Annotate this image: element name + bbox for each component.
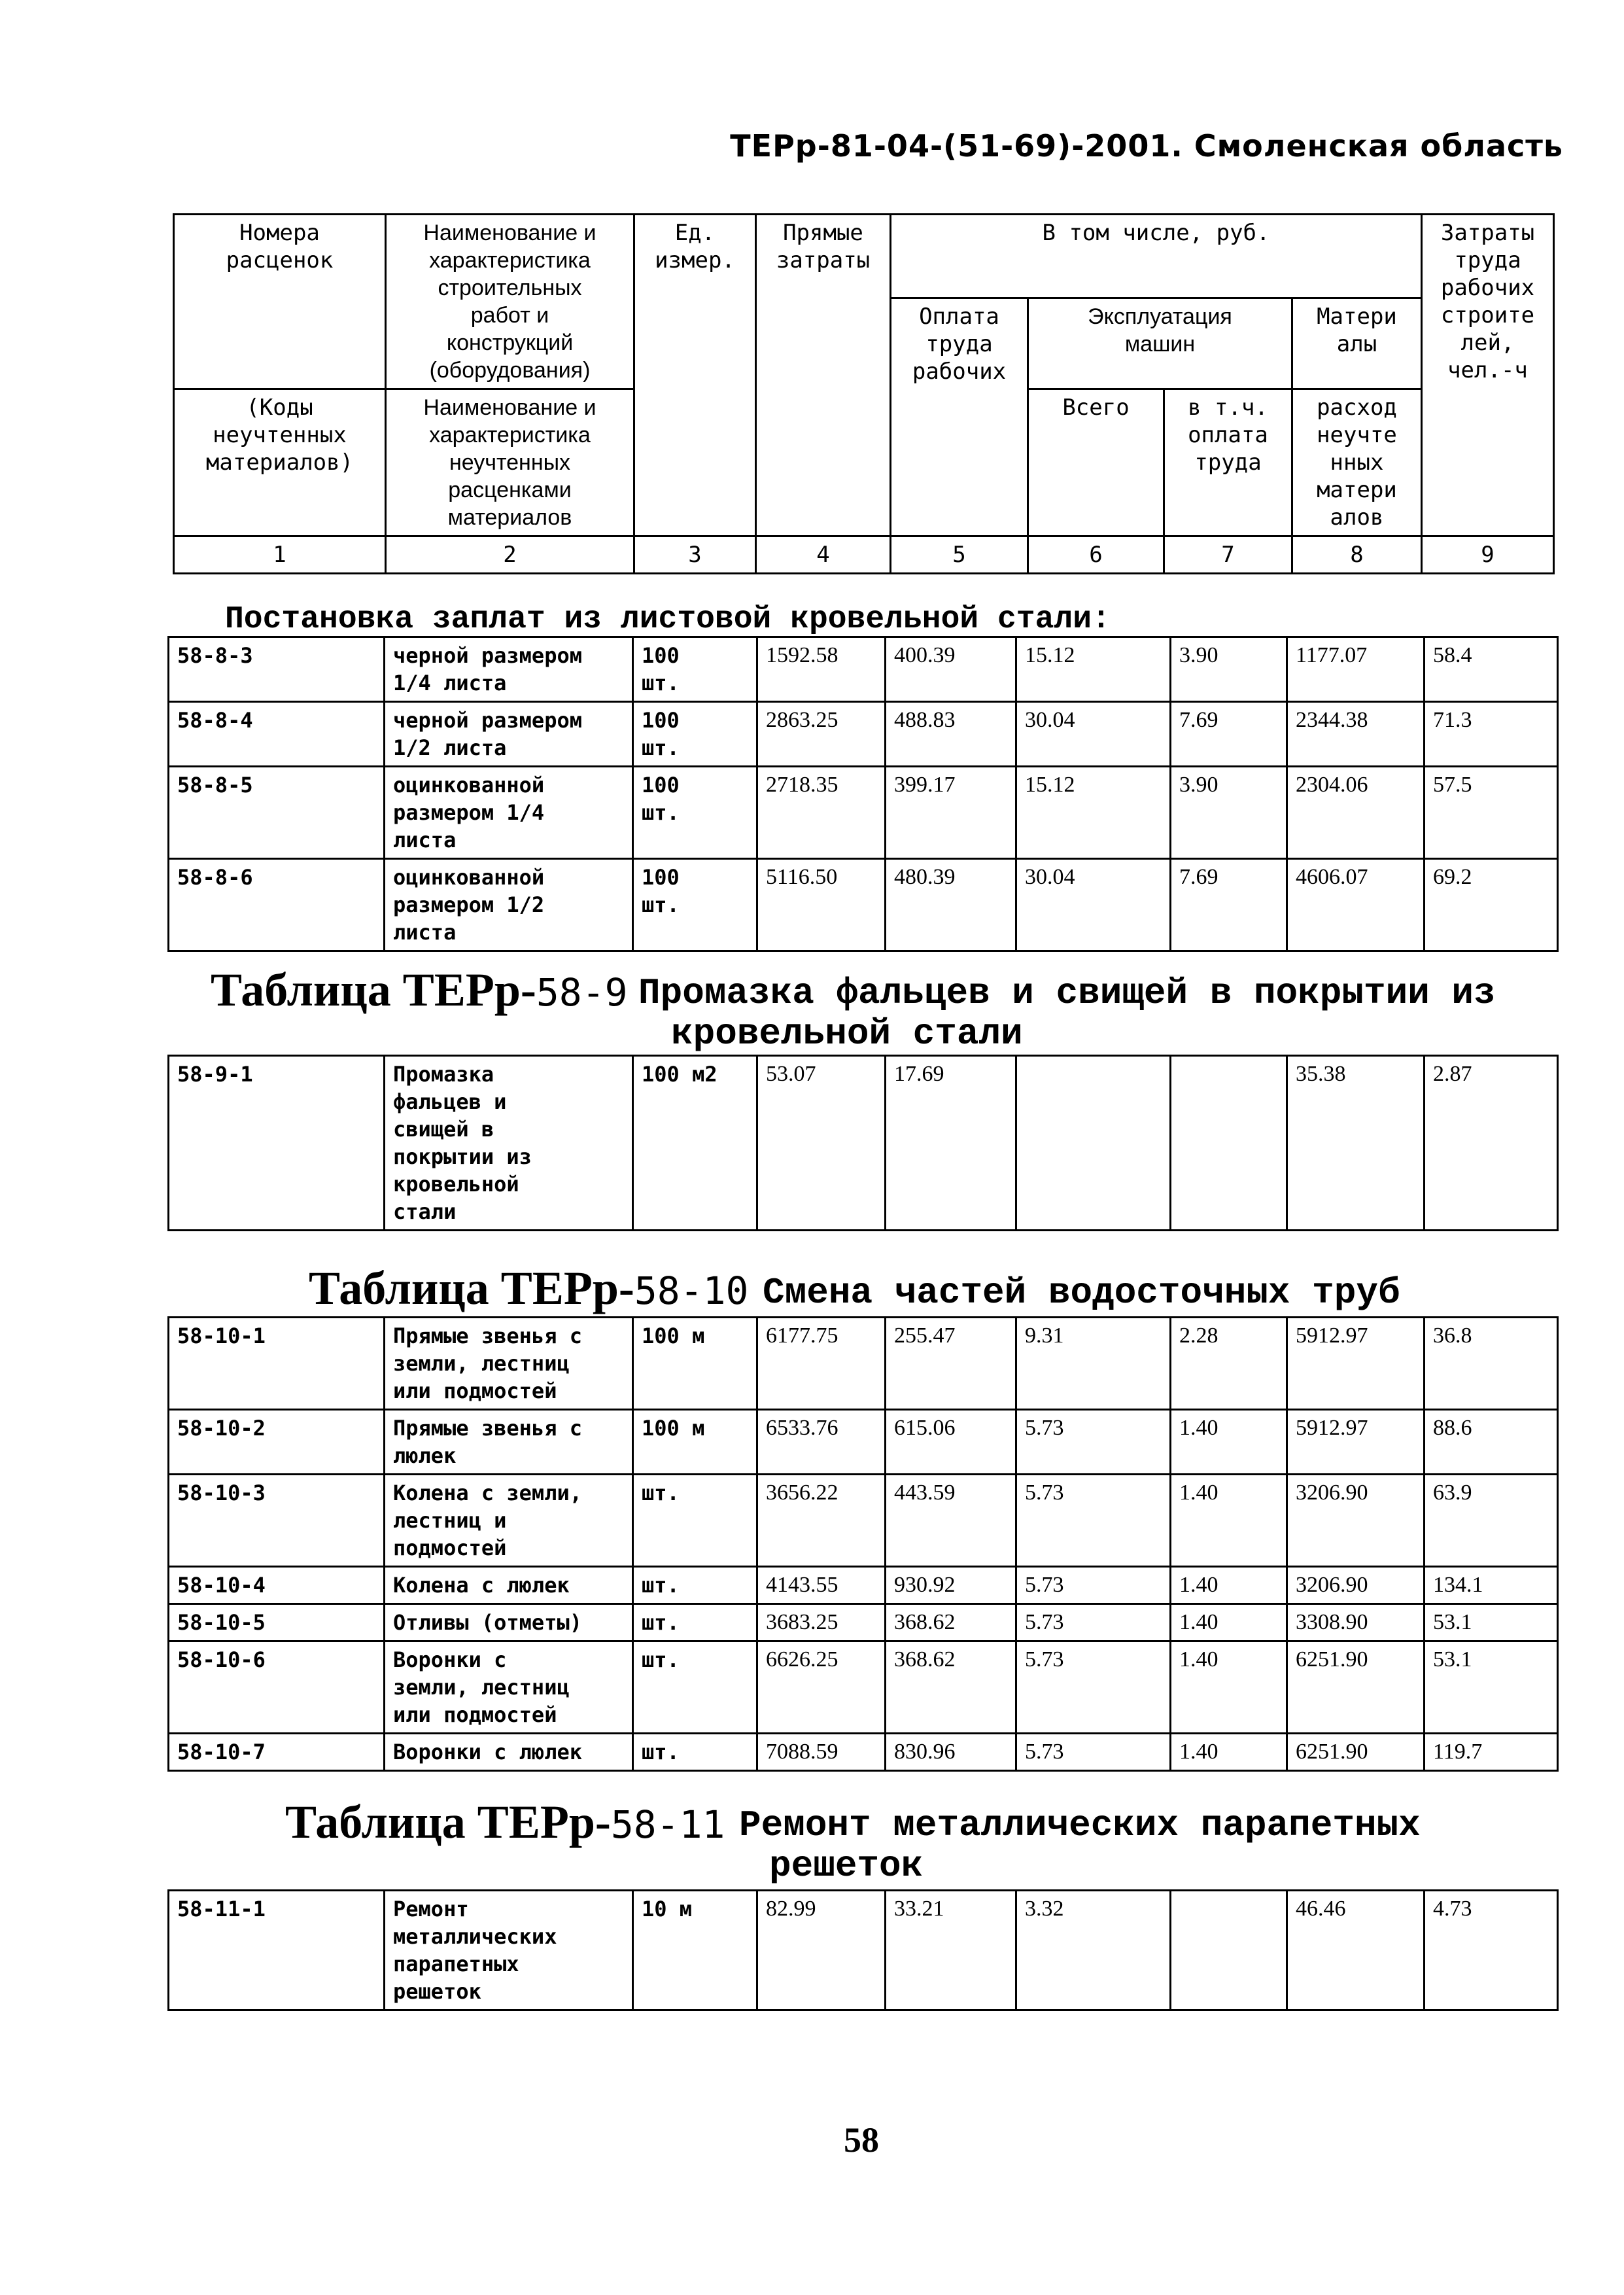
machines-total-cell: 5.73 — [1016, 1475, 1171, 1567]
work-name-cell: Промазка фальцев и свищей в покрытии из кровельной стали — [385, 1056, 633, 1231]
header-number-cell: 4 — [756, 536, 891, 574]
machines-total-cell: 5.73 — [1016, 1410, 1171, 1475]
table-row — [169, 1318, 1558, 1410]
rate-code-cell: 58-8-4 — [169, 702, 385, 767]
caption-code: 58-9 — [536, 970, 628, 1015]
unit-cell: 100 м — [633, 1410, 757, 1475]
work-name-cell: Прямые звенья с люлек — [385, 1410, 633, 1475]
table-row — [169, 1891, 1558, 2010]
table-row — [169, 1734, 1558, 1771]
rate-code-cell: 58-11-1 — [169, 1891, 385, 2010]
labor-hours-cell: 58.4 — [1425, 637, 1558, 702]
materials-cell: 4606.07 — [1287, 859, 1425, 951]
unit-cell: 100 м2 — [633, 1056, 757, 1231]
rate-code-cell: 58-10-1 — [169, 1318, 385, 1410]
work-name-cell: черной размером 1/2 листа — [385, 702, 633, 767]
machines-total-cell: 5.73 — [1016, 1641, 1171, 1734]
table-row — [169, 1567, 1558, 1604]
labor-hours-cell: 134.1 — [1425, 1567, 1558, 1604]
header-machines-total: Всего — [1028, 389, 1164, 536]
materials-cell: 46.46 — [1287, 1891, 1425, 2010]
header-materials: Матери алы — [1292, 298, 1422, 389]
rate-code-cell: 58-8-6 — [169, 859, 385, 951]
machines-total-cell: 5.73 — [1016, 1604, 1171, 1641]
labor-hours-cell: 36.8 — [1425, 1318, 1558, 1410]
labor-wages-cell: 930.92 — [886, 1567, 1016, 1604]
unit-cell: шт. — [633, 1475, 757, 1567]
direct-costs-cell: 4143.55 — [757, 1567, 886, 1604]
unit-cell: шт. — [633, 1567, 757, 1604]
labor-wages-cell: 399.17 — [886, 767, 1016, 859]
labor-wages-cell: 615.06 — [886, 1410, 1016, 1475]
direct-costs-cell: 6626.25 — [757, 1641, 886, 1734]
materials-cell: 3308.90 — [1287, 1604, 1425, 1641]
machines-total-cell: 5.73 — [1016, 1734, 1171, 1771]
work-name-cell: Воронки с земли, лестниц или подмостей — [385, 1641, 633, 1734]
header-labor-wages: Оплата труда рабочих — [891, 298, 1028, 536]
labor-wages-cell: 480.39 — [886, 859, 1016, 951]
direct-costs-cell: 6177.75 — [757, 1318, 886, 1410]
table-row — [169, 1641, 1558, 1734]
header-number-cell: 3 — [634, 536, 756, 574]
machines-total-cell: 3.32 — [1016, 1891, 1171, 2010]
labor-hours-cell: 57.5 — [1425, 767, 1558, 859]
rate-code-cell: 58-10-6 — [169, 1641, 385, 1734]
machines-total-cell: 30.04 — [1016, 702, 1171, 767]
labor-hours-cell: 4.73 — [1425, 1891, 1558, 2010]
direct-costs-cell: 7088.59 — [757, 1734, 886, 1771]
machines-labor-cell: 7.69 — [1171, 702, 1287, 767]
work-name-cell: Отливы (отметы) — [385, 1604, 633, 1641]
materials-cell: 6251.90 — [1287, 1641, 1425, 1734]
labor-wages-cell: 443.59 — [886, 1475, 1016, 1567]
work-name-cell: Колена с люлек — [385, 1567, 633, 1604]
work-name-cell: Колена с земли, лестниц и подмостей — [385, 1475, 633, 1567]
table-caption-58-9 — [211, 963, 628, 1017]
unit-cell: 100 шт. — [633, 767, 757, 859]
table-row — [169, 1410, 1558, 1475]
machines-labor-cell — [1171, 1056, 1287, 1231]
table-58-10 — [167, 1316, 1559, 1772]
machines-labor-cell: 1.40 — [1171, 1475, 1287, 1567]
rate-code-cell: 58-10-2 — [169, 1410, 385, 1475]
rate-code-cell: 58-8-5 — [169, 767, 385, 859]
header-unaccounted-codes: (Коды неучтенных материалов) — [174, 389, 386, 536]
unit-cell: шт. — [633, 1604, 757, 1641]
unit-cell: 100 шт. — [633, 859, 757, 951]
machines-total-cell: 15.12 — [1016, 767, 1171, 859]
machines-total-cell: 9.31 — [1016, 1318, 1171, 1410]
header-number-cell: 2 — [386, 536, 634, 574]
header-rate-numbers: Номера расценок — [174, 215, 386, 389]
table-row — [169, 702, 1558, 767]
header-unaccounted-materials: Наименование и характеристика неучтенных расценками материалов — [386, 389, 634, 536]
labor-wages-cell: 33.21 — [886, 1891, 1016, 2010]
caption-prefix: Таблица ТЕРр- — [285, 1796, 611, 1848]
direct-costs-cell: 3683.25 — [757, 1604, 886, 1641]
header-number-cell: 7 — [1164, 536, 1292, 574]
materials-cell: 3206.90 — [1287, 1475, 1425, 1567]
table-58-9 — [167, 1055, 1559, 1231]
rate-code-cell: 58-10-3 — [169, 1475, 385, 1567]
machines-total-cell: 15.12 — [1016, 637, 1171, 702]
header-number-cell: 5 — [891, 536, 1028, 574]
labor-wages-cell: 368.62 — [886, 1604, 1016, 1641]
caption-code: 58-10 — [634, 1269, 749, 1313]
table-row — [169, 767, 1558, 859]
rate-code-cell: 58-10-4 — [169, 1567, 385, 1604]
table-caption-58-11 — [285, 1795, 725, 1849]
direct-costs-cell: 2863.25 — [757, 702, 886, 767]
labor-hours-cell: 53.1 — [1425, 1641, 1558, 1734]
table-row — [169, 1475, 1558, 1567]
header-unaccounted-consumption: расход неучте нных матери алов — [1292, 389, 1422, 536]
direct-costs-cell: 1592.58 — [757, 637, 886, 702]
materials-cell: 1177.07 — [1287, 637, 1425, 702]
labor-hours-cell: 2.87 — [1425, 1056, 1558, 1231]
materials-cell: 3206.90 — [1287, 1567, 1425, 1604]
table-58-11-description: Ремонт металлических парапетных — [739, 1804, 1421, 1846]
page-number: 58 — [844, 2120, 879, 2160]
labor-hours-cell: 88.6 — [1425, 1410, 1558, 1475]
machines-labor-cell: 1.40 — [1171, 1567, 1287, 1604]
header-number-cell: 1 — [174, 536, 386, 574]
header-number-cell: 9 — [1422, 536, 1554, 574]
labor-wages-cell: 17.69 — [886, 1056, 1016, 1231]
materials-cell: 5912.97 — [1287, 1410, 1425, 1475]
header-number-cell: 8 — [1292, 536, 1422, 574]
direct-costs-cell: 53.07 — [757, 1056, 886, 1231]
machines-labor-cell: 3.90 — [1171, 637, 1287, 702]
caption-prefix: Таблица ТЕРр- — [211, 964, 536, 1016]
caption-prefix: Таблица ТЕРр- — [309, 1262, 634, 1314]
materials-cell: 6251.90 — [1287, 1734, 1425, 1771]
machines-labor-cell: 1.40 — [1171, 1410, 1287, 1475]
section-title-patches: Постановка заплат из листовой кровельной стали: — [225, 602, 1111, 637]
table-row — [169, 859, 1558, 951]
header-including: В том числе, руб. — [891, 215, 1422, 298]
caption-code: 58-11 — [610, 1802, 725, 1847]
table-58-10-description: Смена частей водосточных труб — [763, 1272, 1400, 1314]
machines-labor-cell: 7.69 — [1171, 859, 1287, 951]
machines-labor-cell: 1.40 — [1171, 1604, 1287, 1641]
unit-cell: 100 шт. — [633, 702, 757, 767]
column-header-table — [173, 213, 1555, 574]
unit-cell: 100 шт. — [633, 637, 757, 702]
labor-wages-cell: 368.62 — [886, 1641, 1016, 1734]
table-58-9-description: Промазка фальцев и свищей в покрытии из — [638, 972, 1496, 1014]
work-name-cell: черной размером 1/4 листа — [385, 637, 633, 702]
header-machines-labor: в т.ч. оплата труда — [1164, 389, 1292, 536]
labor-hours-cell: 71.3 — [1425, 702, 1558, 767]
table-row — [169, 1056, 1558, 1231]
labor-hours-cell: 53.1 — [1425, 1604, 1558, 1641]
header-machine-operation: Эксплуатация машин — [1028, 298, 1292, 389]
work-name-cell: оцинкованной размером 1/4 листа — [385, 767, 633, 859]
machines-labor-cell: 1.40 — [1171, 1641, 1287, 1734]
work-name-cell: Ремонт металлических парапетных решеток — [385, 1891, 633, 2010]
unit-cell: 100 м — [633, 1318, 757, 1410]
table-caption-58-10 — [309, 1261, 748, 1316]
unit-cell: 10 м — [633, 1891, 757, 2010]
work-name-cell: Прямые звенья с земли, лестниц или подмостей — [385, 1318, 633, 1410]
work-name-cell: оцинкованной размером 1/2 листа — [385, 859, 633, 951]
labor-hours-cell: 69.2 — [1425, 859, 1558, 951]
materials-cell: 2344.38 — [1287, 702, 1425, 767]
table-58-9-description-cont: кровельной стали — [671, 1013, 1023, 1055]
rate-code-cell: 58-9-1 — [169, 1056, 385, 1231]
unit-cell: шт. — [633, 1641, 757, 1734]
materials-cell: 5912.97 — [1287, 1318, 1425, 1410]
header-direct-costs: Прямые затраты — [756, 215, 891, 536]
machines-labor-cell: 2.28 — [1171, 1318, 1287, 1410]
document-header: ТЕРр-81-04-(51-69)-2001. Смоленская область — [730, 128, 1563, 164]
machines-total-cell — [1016, 1056, 1171, 1231]
header-work-name: Наименование и характеристика строительных работ и конструкций (оборудования) — [386, 215, 634, 389]
labor-hours-cell: 63.9 — [1425, 1475, 1558, 1567]
labor-hours-cell: 119.7 — [1425, 1734, 1558, 1771]
labor-wages-cell: 400.39 — [886, 637, 1016, 702]
rate-code-cell: 58-10-7 — [169, 1734, 385, 1771]
direct-costs-cell: 2718.35 — [757, 767, 886, 859]
labor-wages-cell: 488.83 — [886, 702, 1016, 767]
machines-labor-cell — [1171, 1891, 1287, 2010]
work-name-cell: Воронки с люлек — [385, 1734, 633, 1771]
rate-code-cell: 58-10-5 — [169, 1604, 385, 1641]
rate-code-cell: 58-8-3 — [169, 637, 385, 702]
machines-total-cell: 5.73 — [1016, 1567, 1171, 1604]
direct-costs-cell: 82.99 — [757, 1891, 886, 2010]
machines-labor-cell: 1.40 — [1171, 1734, 1287, 1771]
direct-costs-cell: 6533.76 — [757, 1410, 886, 1475]
table-row — [169, 1604, 1558, 1641]
patches-table — [167, 636, 1559, 952]
machines-labor-cell: 3.90 — [1171, 767, 1287, 859]
header-unit: Ед. измер. — [634, 215, 756, 536]
header-labor-hours: Затраты труда рабочих строите лей, чел.-ч — [1422, 215, 1554, 536]
labor-wages-cell: 830.96 — [886, 1734, 1016, 1771]
table-58-11 — [167, 1889, 1559, 2011]
header-number-cell: 6 — [1028, 536, 1164, 574]
table-58-11-description-cont: решеток — [769, 1845, 924, 1887]
table-row — [169, 637, 1558, 702]
labor-wages-cell: 255.47 — [886, 1318, 1016, 1410]
direct-costs-cell: 3656.22 — [757, 1475, 886, 1567]
machines-total-cell: 30.04 — [1016, 859, 1171, 951]
materials-cell: 35.38 — [1287, 1056, 1425, 1231]
unit-cell: шт. — [633, 1734, 757, 1771]
materials-cell: 2304.06 — [1287, 767, 1425, 859]
direct-costs-cell: 5116.50 — [757, 859, 886, 951]
